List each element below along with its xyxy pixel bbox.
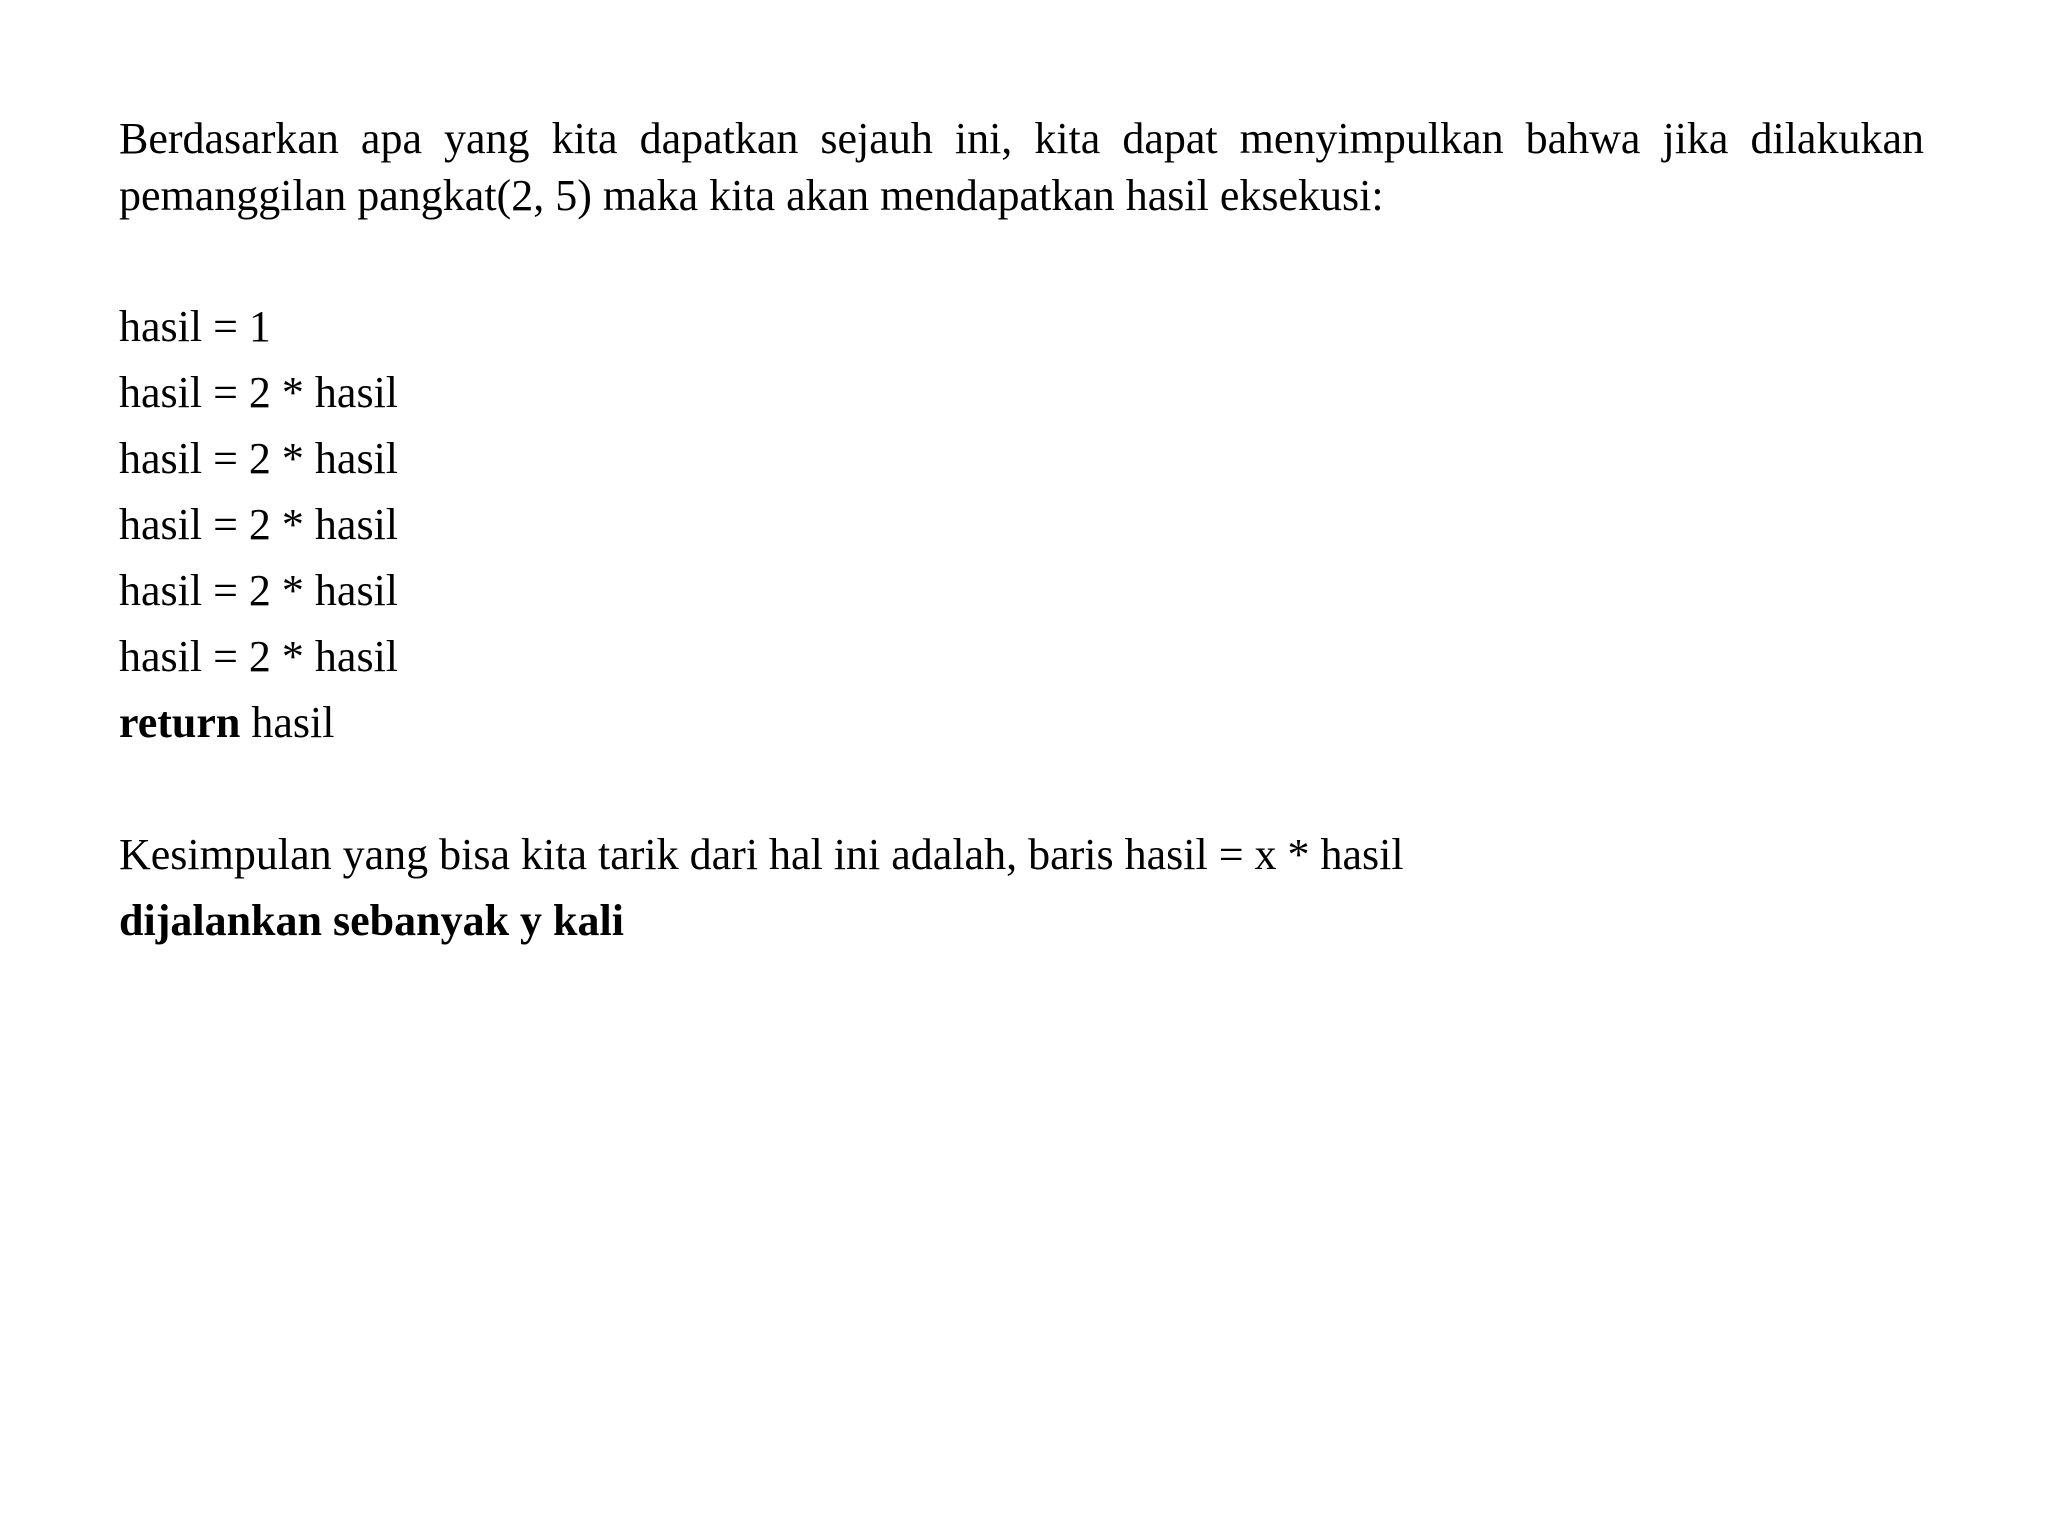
code-line: hasil = 2 * hasil bbox=[119, 368, 399, 417]
conclusion-block bbox=[119, 822, 1924, 954]
return-line bbox=[119, 690, 1924, 756]
code-line: hasil = 2 * hasil bbox=[119, 434, 399, 483]
return-value: hasil bbox=[240, 698, 335, 747]
intro-paragraph: Berdasarkan apa yang kita dapatkan sejauh ini, kita dapat menyimpulkan bahwa jika dilakukan pemanggilan pangkat(2, 5) maka kita akan mendapatkan hasil eksekusi: bbox=[119, 114, 1924, 220]
code-line: hasil = 2 * hasil bbox=[119, 632, 399, 681]
conclusion-line: Kesimpulan yang bisa kita tarik dari hal ini adalah, baris hasil = x * hasil bbox=[119, 830, 1404, 879]
document-body bbox=[119, 110, 1924, 954]
return-keyword: return bbox=[119, 698, 241, 747]
code-line: hasil = 1 bbox=[119, 302, 271, 351]
code-block bbox=[119, 294, 1924, 756]
code-line: hasil = 2 * hasil bbox=[119, 500, 399, 549]
conclusion-emphasis: dijalankan sebanyak y kali bbox=[119, 896, 624, 945]
code-line: hasil = 2 * hasil bbox=[119, 566, 399, 615]
